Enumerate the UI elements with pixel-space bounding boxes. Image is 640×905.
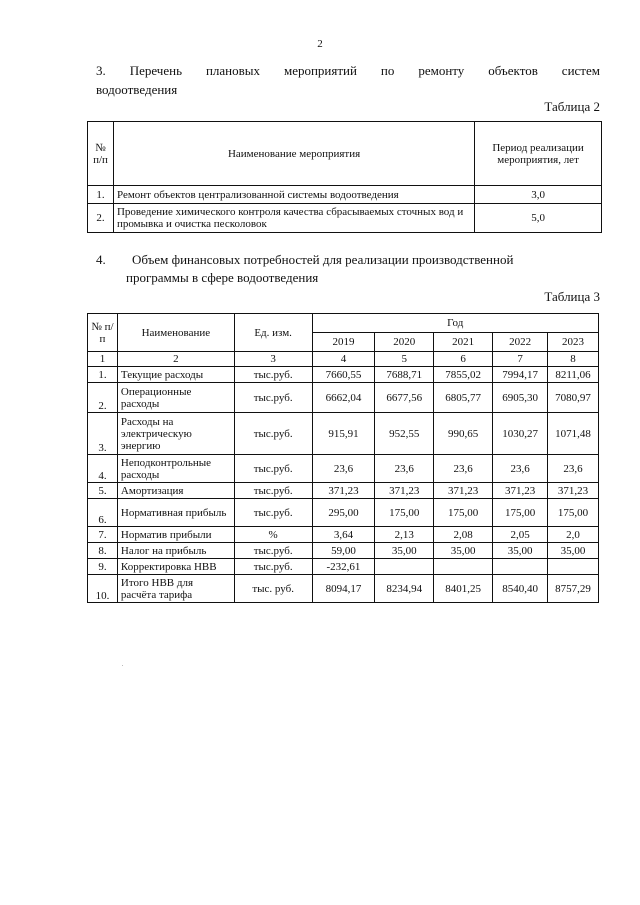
- table-row: [88, 413, 599, 455]
- row-num: 1.: [88, 186, 114, 204]
- row-unit: тыс.руб.: [234, 455, 312, 483]
- heading-word: ремонту: [418, 63, 465, 78]
- row-value: 2,13: [375, 527, 434, 543]
- year-header: 2019: [312, 333, 375, 352]
- row-value: 2,0: [548, 527, 599, 543]
- row-value: 8094,17: [312, 575, 375, 603]
- year-header: 2021: [434, 333, 493, 352]
- header-name: Наименование: [117, 314, 234, 352]
- row-name: Текущие расходы: [117, 367, 234, 383]
- row-value: 23,6: [312, 455, 375, 483]
- row-num: 3.: [88, 413, 118, 455]
- table-row: [88, 204, 602, 233]
- row-value: [375, 559, 434, 575]
- row-value: 35,00: [493, 543, 548, 559]
- row-name: Нормативная прибыль: [117, 499, 234, 527]
- row-value: 915,91: [312, 413, 375, 455]
- section-4-number: 4.: [96, 252, 106, 267]
- year-header: 2022: [493, 333, 548, 352]
- row-value: 371,23: [493, 483, 548, 499]
- row-value: 371,23: [312, 483, 375, 499]
- row-name: Норматив прибыли: [117, 527, 234, 543]
- heading-word: плановых: [205, 63, 261, 78]
- row-value: 7080,97: [548, 383, 599, 413]
- table-row: [88, 543, 599, 559]
- col-number: 7: [493, 352, 548, 367]
- row-unit: тыс.руб.: [234, 483, 312, 499]
- row-value: 2,05: [493, 527, 548, 543]
- row-value: 35,00: [375, 543, 434, 559]
- row-name: Корректировка НВВ: [117, 559, 234, 575]
- table-3: [87, 313, 599, 603]
- row-value: 7855,02: [434, 367, 493, 383]
- row-unit: тыс. руб.: [234, 575, 312, 603]
- table-2-label: Таблица 2: [544, 99, 600, 114]
- row-unit: %: [234, 527, 312, 543]
- row-value: 35,00: [548, 543, 599, 559]
- col-number: 6: [434, 352, 493, 367]
- col-number: 3: [234, 352, 312, 367]
- section-3-heading-line1: [96, 61, 600, 80]
- heading-word: мероприятий: [283, 63, 357, 78]
- table-2-header-row: [88, 122, 602, 186]
- row-name: Амортизация: [117, 483, 234, 499]
- row-value: [548, 559, 599, 575]
- row-name: Операционные расходы: [117, 383, 234, 413]
- row-value: 1071,48: [548, 413, 599, 455]
- table-3-header-row: [88, 314, 599, 333]
- row-name: Расходы на электрическую энергию: [117, 413, 234, 455]
- col-number: 8: [548, 352, 599, 367]
- row-value: 7688,71: [375, 367, 434, 383]
- row-value: 175,00: [375, 499, 434, 527]
- row-value: 59,00: [312, 543, 375, 559]
- col-number: 5: [375, 352, 434, 367]
- row-value: 6662,04: [312, 383, 375, 413]
- row-value: 175,00: [434, 499, 493, 527]
- row-value: 371,23: [375, 483, 434, 499]
- year-header: 2020: [375, 333, 434, 352]
- table-2: [87, 121, 602, 233]
- header-unit: Ед. изм.: [234, 314, 312, 352]
- header-name: Наименование мероприятия: [113, 122, 474, 186]
- row-value: 23,6: [493, 455, 548, 483]
- row-num: 7.: [88, 527, 118, 543]
- row-value: 6677,56: [375, 383, 434, 413]
- row-name: Неподконтрольные расходы: [117, 455, 234, 483]
- section-4-heading: [96, 251, 513, 287]
- row-name: Налог на прибыль: [117, 543, 234, 559]
- row-value: 990,65: [434, 413, 493, 455]
- row-name: Проведение химического контроля качества сбрасываемых сточных вод и промывка и очистка песколовок: [113, 204, 474, 233]
- row-unit: тыс.руб.: [234, 559, 312, 575]
- row-num: 2.: [88, 383, 118, 413]
- col-number: 2: [117, 352, 234, 367]
- row-num: 10.: [88, 575, 118, 603]
- table-row: [88, 575, 599, 603]
- row-value: 8540,40: [493, 575, 548, 603]
- heading-word: по: [380, 63, 395, 78]
- header-num: № п/п: [88, 314, 118, 352]
- row-period: 3,0: [475, 186, 602, 204]
- row-value: 371,23: [548, 483, 599, 499]
- section-3-number: 3.: [96, 63, 106, 78]
- row-num: 6.: [88, 499, 118, 527]
- row-num: 5.: [88, 483, 118, 499]
- row-unit: тыс.руб.: [234, 367, 312, 383]
- heading-word: Перечень: [129, 63, 183, 78]
- header-year: Год: [312, 314, 598, 333]
- table-row: [88, 499, 599, 527]
- row-num: 8.: [88, 543, 118, 559]
- row-value: 8757,29: [548, 575, 599, 603]
- section-3-heading-line2: водоотведения: [96, 82, 178, 97]
- row-unit: тыс.руб.: [234, 543, 312, 559]
- row-value: 23,6: [548, 455, 599, 483]
- year-header: 2023: [548, 333, 599, 352]
- row-value: 8211,06: [548, 367, 599, 383]
- row-value: 8234,94: [375, 575, 434, 603]
- row-value: 6905,30: [493, 383, 548, 413]
- row-num: 4.: [88, 455, 118, 483]
- header-period: Период реализации мероприятия, лет: [475, 122, 602, 186]
- table-row: [88, 455, 599, 483]
- row-value: 1030,27: [493, 413, 548, 455]
- heading-word: объектов: [488, 63, 538, 78]
- row-value: 6805,77: [434, 383, 493, 413]
- row-name: Итого НВВ для расчёта тарифа: [117, 575, 234, 603]
- row-value: 2,08: [434, 527, 493, 543]
- table-row: [88, 559, 599, 575]
- row-num: 1.: [88, 367, 118, 383]
- row-period: 5,0: [475, 204, 602, 233]
- table-row: [88, 367, 599, 383]
- row-value: -232,61: [312, 559, 375, 575]
- row-unit: тыс.руб.: [234, 383, 312, 413]
- col-number: 1: [88, 352, 118, 367]
- row-value: 35,00: [434, 543, 493, 559]
- page-number: 2: [317, 38, 323, 50]
- table-3-colnum-row: [88, 352, 599, 367]
- table-row: [88, 383, 599, 413]
- row-unit: тыс.руб.: [234, 413, 312, 455]
- col-number: 4: [312, 352, 375, 367]
- table-3-label: Таблица 3: [544, 289, 600, 304]
- row-value: [493, 559, 548, 575]
- row-value: 7994,17: [493, 367, 548, 383]
- section-4-line2: программы в сфере водоотведения: [126, 270, 319, 285]
- scan-speck: [122, 665, 123, 666]
- table-row: [88, 527, 599, 543]
- row-num: 9.: [88, 559, 118, 575]
- row-value: 7660,55: [312, 367, 375, 383]
- row-value: 23,6: [375, 455, 434, 483]
- row-value: 371,23: [434, 483, 493, 499]
- heading-word: систем: [561, 63, 600, 78]
- row-value: 8401,25: [434, 575, 493, 603]
- row-value: 175,00: [548, 499, 599, 527]
- table-3-body: [88, 367, 599, 603]
- row-name: Ремонт объектов централизованной системы водоотведения: [113, 186, 474, 204]
- row-num: 2.: [88, 204, 114, 233]
- row-value: 23,6: [434, 455, 493, 483]
- section-4-line1: Объем финансовых потребностей для реализации производственной: [132, 252, 514, 267]
- row-value: 952,55: [375, 413, 434, 455]
- row-value: 3,64: [312, 527, 375, 543]
- section-3-heading: [96, 61, 600, 99]
- row-value: 175,00: [493, 499, 548, 527]
- header-num: № п/п: [88, 122, 114, 186]
- row-value: 295,00: [312, 499, 375, 527]
- table-row: [88, 483, 599, 499]
- row-unit: тыс.руб.: [234, 499, 312, 527]
- table-row: [88, 186, 602, 204]
- row-value: [434, 559, 493, 575]
